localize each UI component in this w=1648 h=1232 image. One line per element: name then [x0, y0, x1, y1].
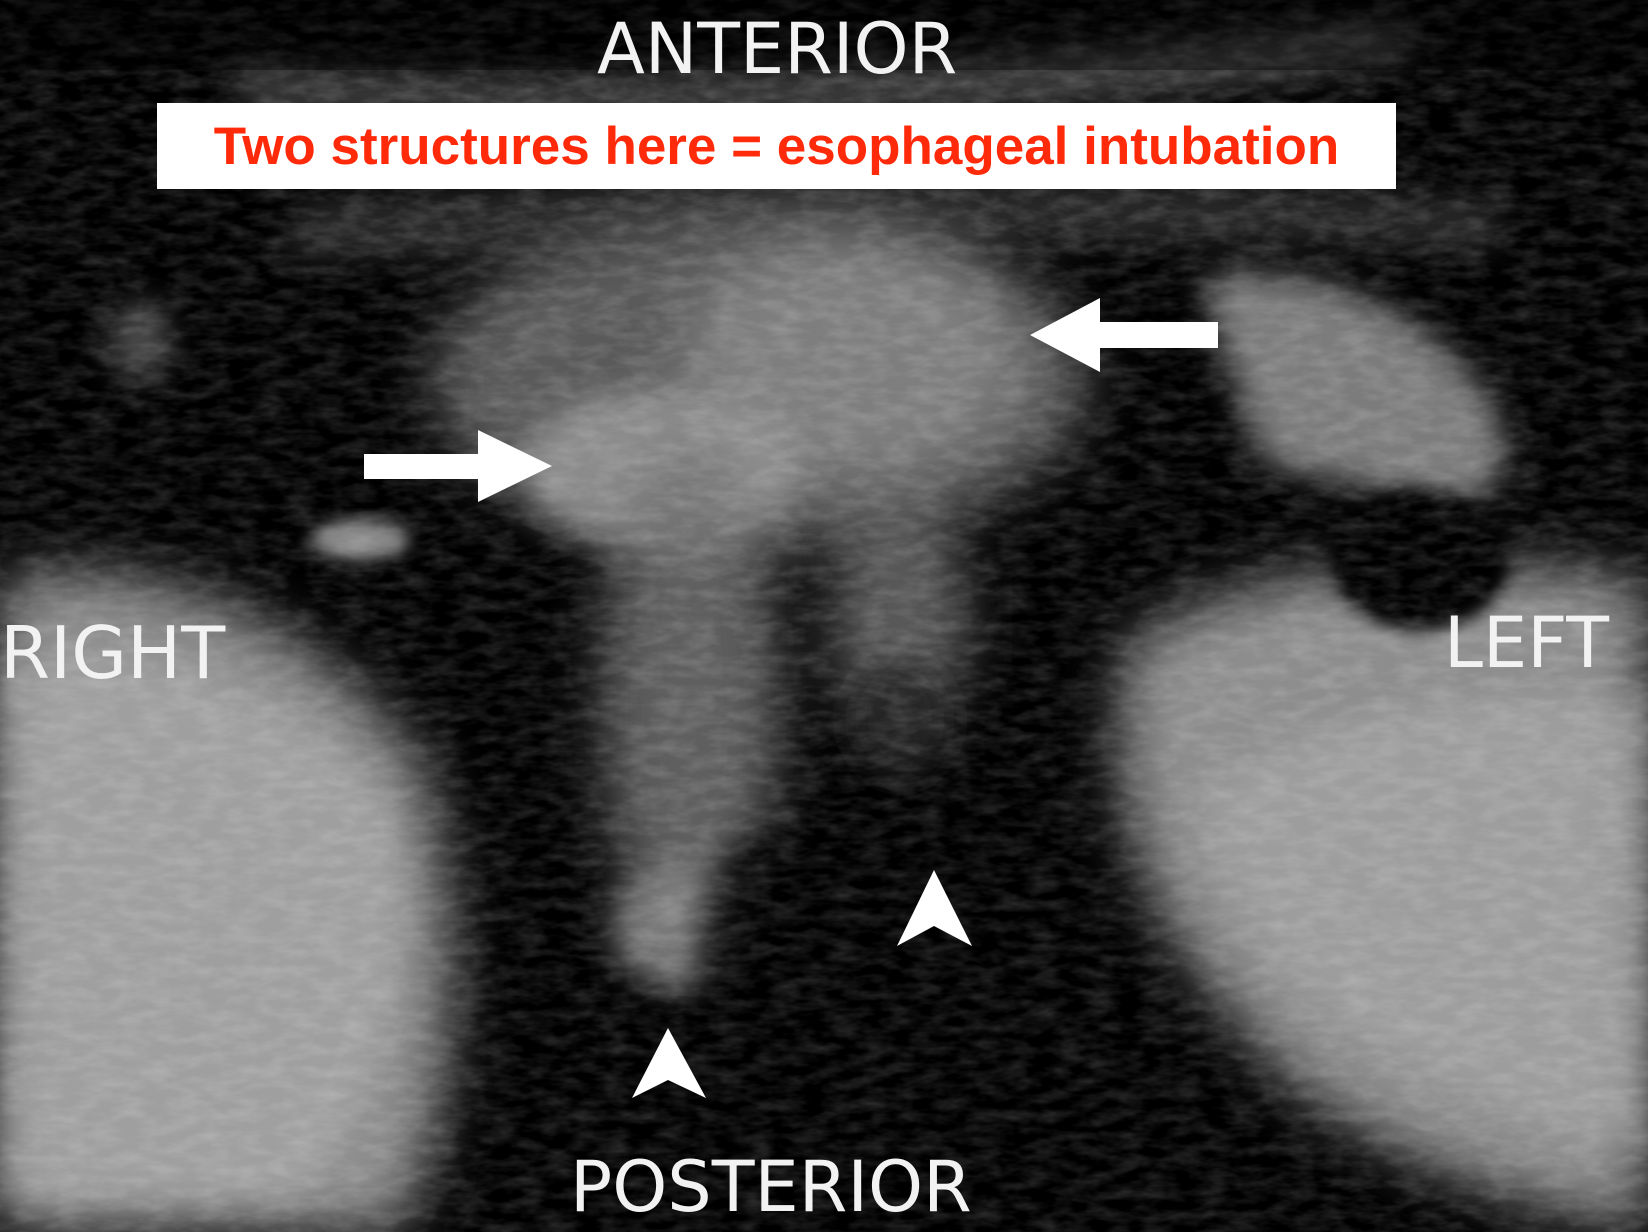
caption-box — [157, 103, 1396, 189]
posterior-label: POSTERIOR — [570, 1146, 972, 1228]
caption-text: Two structures here = esophageal intubation — [213, 116, 1340, 176]
anterior-label: ANTERIOR — [597, 8, 958, 90]
right-label: RIGHT — [0, 611, 226, 695]
left-label: LEFT — [1444, 602, 1610, 684]
